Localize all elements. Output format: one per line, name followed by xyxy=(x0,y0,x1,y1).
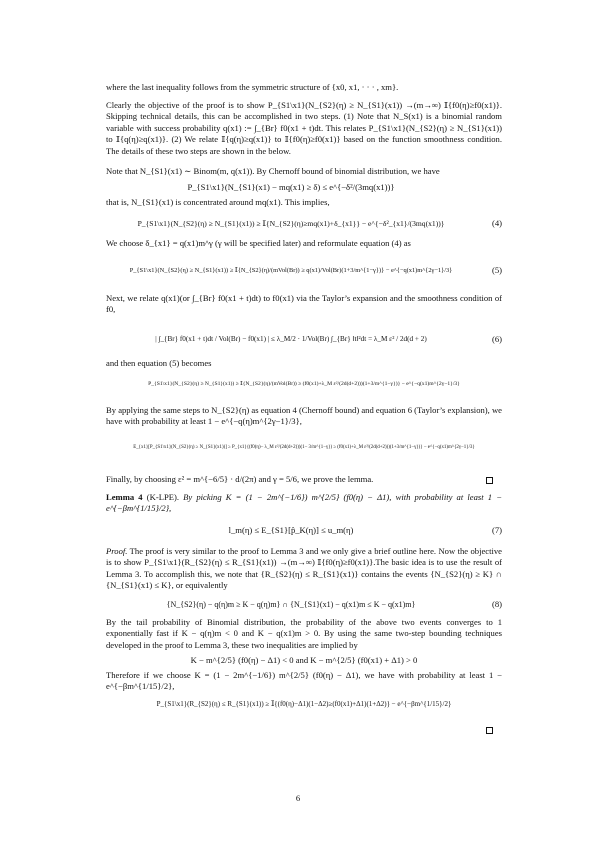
page-number: 6 xyxy=(295,793,301,803)
paragraph-text: that is, N_{S1}(x1) is concentrated around mq(x1). This implies, xyxy=(106,197,330,207)
equation-number: (5) xyxy=(491,265,502,275)
proof-label: Proof. xyxy=(106,546,128,556)
paragraph-text: and then equation (5) becomes xyxy=(106,358,212,368)
equation-number: (7) xyxy=(491,525,502,535)
paragraph-7 xyxy=(106,358,502,369)
equation-number: (6) xyxy=(491,334,502,344)
paragraph-text: We choose δ_{x1} = q(x1)m^γ (γ will be specified later) and reformulate equation (4) as xyxy=(106,238,411,248)
lemma-text: By picking K = (1 − 2m^{−1/6}) m^{2/5} (f0(η) − Δ1), with probability at least 1 − e^{−βm^{1/15}/2}, xyxy=(106,492,503,514)
lemma-paragraph xyxy=(106,492,502,515)
proof-paragraph xyxy=(106,546,502,592)
equation-body: K − m^{2/5} (f0(η) − Δ1) < 0 and K − m^{2/5} (f0(x1) + Δ1) > 0 xyxy=(190,655,418,665)
lemma-tag: (K-LPE). xyxy=(146,492,179,502)
qed-square-icon xyxy=(486,727,493,734)
qed-square-icon xyxy=(486,477,493,484)
paragraph-text: Therefore if we choose K = (1 − 2m^{−1/6}) m^{2/5} (f0(η) − Δ1), we have with probability at least 1 − e^{−βm^{1/15}/2}, xyxy=(106,670,502,692)
paragraph-text: where the last inequality follows from the symmetric structure of {x0, x1, · · · , xm}. xyxy=(106,82,399,92)
equation-number: (4) xyxy=(491,218,502,228)
paragraph-text: The proof is very similar to the proof to Lemma 3 and we only give a brief outline here. Now the objective is to show P_{S1\x1}(R_{S2}(η) ≤ R_{S1}(x1)) →(m→∞) 𝕀{f0(η)≥f0(x1)}.The basic idea is to use the result of Lemma 3. To accomplish this, we note that {R_{S2}(η) ≤ R_{S1}(x1)} contains the events {N_{S2}(η) ≥ K} ∩ {N_{S1}(x1) ≤ K}, or equivalently xyxy=(106,546,502,591)
equation-body: | ∫_{Br} f0(x1 + t)dt / Vol(Br) − f0(x1) | ≤ λ_M/2 · 1/Vol(Br) ∫_{Br} ‖t‖²dt = λ_M ε² / 2d(d + 2) xyxy=(155,335,427,343)
paragraph-1 xyxy=(106,82,502,93)
paragraph-text: Finally, by choosing ε² = m^{−6/5} · d/(2π) and γ = 5/6, we prove the lemma. xyxy=(106,474,374,484)
paragraph-6 xyxy=(106,293,502,316)
lemma-4 xyxy=(106,492,502,515)
paragraph-11 xyxy=(106,617,502,651)
paragraph-text: Note that N_{S1}(x1) ∼ Binom(m, q(x1)). By Chernoff bound of binomial distribution, we have xyxy=(106,166,440,176)
equation-body: P_{S1\x1}(R_{S2}(η) ≤ R_{S1}(x1)) ≥ 𝕀{(f0(η)−Δ1)(1−Δ2)≥(f0(x1)+Δ1)(1+Δ2)} − e^{−βm^{1/15}/2} xyxy=(156,700,452,708)
paragraph-8 xyxy=(106,405,502,428)
equation-body: P_{S1\x1}(N_{S2}(η) ≥ N_{S1}(x1)) ≥ 𝕀{N_{S2}(η)/(mVol(Br)) ≥ q(x1)/Vol(Br)(1+3/m^{1−γ})} − e^{−q(x1)m^{2γ−1}/3} xyxy=(129,267,453,274)
paragraph-text: By the tail probability of Binomial distribution, the probability of the above two events converges to 1 exponentially fast if K − q(η)m < 0 and K − q(x1)m > 0. By using the same two-step bounding techniques developed in the proof to Lemma 3, these two inequalities are implied by xyxy=(106,617,502,650)
paragraph-text: Next, we relate q(x1)(or ∫_{Br} f0(x1 + t)dt) to f0(x1) via the Taylor’s expansion and the smoothness condition of f0, xyxy=(106,293,502,315)
paragraph-5 xyxy=(106,238,502,249)
equation-body: P_{S1\x1}(N_{S2}(η) ≥ N_{S1}(x1)) ≥ 𝕀{N_{S2}(η)≥mq(x1)+δ_{x1}} − e^{−δ²_{x1}/(3mq(x1))} xyxy=(137,219,445,228)
equation-body: P_{S1\x1}(N_{S2}(η) ≥ N_{S1}(x1)) ≥ 𝕀{N_{S2}(η)/(mVol(Br)) ≥ (f0(x1)+λ_M ε²/(2d(d+2)))(1+3/m^{1−γ})} − e^{−q(x1)m^{2γ−1}/3} xyxy=(148,381,460,387)
equation-number: (8) xyxy=(491,599,502,609)
proof-text xyxy=(106,546,502,592)
paragraph-4 xyxy=(106,197,502,208)
equation-body: l_m(η) ≤ E_{S1}[p̂_K(η)] ≤ u_m(η) xyxy=(228,525,354,535)
paragraph-12 xyxy=(106,670,502,693)
paragraph-9 xyxy=(106,474,502,485)
equation-body: {N_{S2}(η) − q(η)m ≥ K − q(η)m} ∩ {N_{S1}(x1) − q(x1)m ≤ K − q(x1)m} xyxy=(166,600,416,609)
paragraph-text: By applying the same steps to N_{S2}(η) as equation 4 (Chernoff bound) and equation 6 (Taylor’s explansion), we have with probability at least 1 − e^{−q(η)m^{2γ−1}/3}, xyxy=(106,405,502,427)
paragraph-text: Clearly the objective of the proof is to show P_{S1\x1}(N_{S2}(η) ≥ N_{S1}(x1)) →(m→∞) 𝕀{f0(η)≥f0(x1)}. Skipping technical details, this can be accomplished in two steps. (1) Note that N_S(x1) is a binomial random variable with success probability q(x1) := ∫_{Br} f0(x1 + t)dt. This relates P_{S1\x1}(N_{S2}(η) ≥ N_{S1}(x1)) to 𝕀{q(η)≥q(x1)}. (2) We relate 𝕀{q(η)≥q(x1)} to 𝕀{f0(η)≥f0(x1)} based on the function smoothness condition. The details of these two steps are shown in the below. xyxy=(106,100,502,156)
equation-body: P_{S1\x1}(N_{S1}(x1) − mq(x1) ≥ δ) ≤ e^{−δ²/(3mq(x1))} xyxy=(187,182,395,192)
paragraph-2 xyxy=(106,100,502,157)
equation-body: E_{x1}[P_{S1\x1}(N_{S2}(η) ≥ N_{S1}(x1))] ≥ P_{x1}{(f0(η)− λ_M ε²/(2d(d+2)))(1− 3/m^{1−γ}) ≥ (f0(x1)+λ_M ε²/(2d(d+2)))(1+3/m^{1−γ})} − e^{−q(x1)m^{2γ−1}/3} xyxy=(133,445,475,450)
lemma-title: Lemma 4 xyxy=(106,492,143,502)
paragraph-3 xyxy=(106,166,502,177)
